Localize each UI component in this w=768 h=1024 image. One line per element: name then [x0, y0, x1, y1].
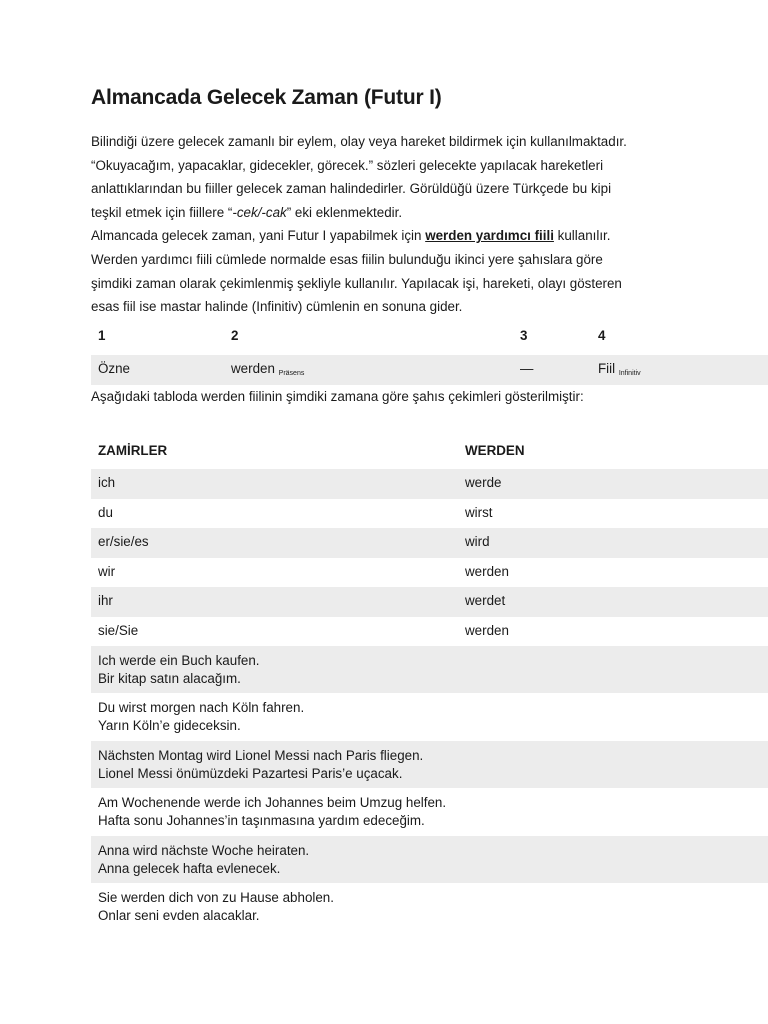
verb-form-cell: wirst [465, 504, 493, 520]
intro-text: teşkil etmek için fiillere “ [91, 204, 233, 220]
example-german: Nächsten Montag wird Lionel Messi nach Paris fliegen. [98, 747, 424, 763]
structure-cell-dash: — [520, 361, 534, 376]
conjugation-table [91, 437, 768, 647]
structure-cell-verb [598, 361, 641, 377]
table-row [91, 587, 768, 617]
table-row [91, 528, 768, 558]
structure-header-cell: 4 [598, 328, 606, 343]
infinitiv-subscript: Infinitiv [618, 370, 641, 377]
table-row [91, 499, 768, 529]
intro-line: Bilindiği üzere gelecek zamanlı bir eylem, olay veya hareket bildirmek için kullanılmaktadır. [91, 134, 627, 149]
structure-cell-werden [231, 361, 304, 377]
intro-line [91, 201, 691, 225]
example-row [91, 883, 768, 930]
suffix-emphasis: -cek/-cak [232, 204, 287, 220]
example-german: Sie werden dich von zu Hause abholen. [98, 889, 334, 905]
intro-line: Werden yardımcı fiili cümlede normalde esas fiilin bulunduğu ikinci yere şahıslara göre [91, 251, 603, 267]
conjugation-header-row [91, 437, 768, 469]
intro-line [91, 224, 691, 248]
example-turkish: Bir kitap satın alacağım. [98, 671, 241, 686]
pronoun-cell: ich [98, 475, 116, 490]
pronoun-cell: du [98, 504, 113, 520]
example-row [91, 836, 768, 883]
example-turkish: Lionel Messi önümüzdeki Pazartesi Paris’e uçacak. [98, 765, 403, 781]
structure-table [91, 322, 768, 385]
page-title: Almancada Gelecek Zaman (Futur I) [91, 86, 442, 109]
werden-text: werden [231, 361, 275, 376]
verb-form-cell: werden [465, 563, 509, 579]
table-row [91, 617, 768, 647]
example-turkish: Anna gelecek hafta evlenecek. [98, 860, 281, 876]
verb-form-cell: werdet [465, 593, 506, 609]
structure-header-row [91, 322, 768, 355]
example-german: Anna wird nächste Woche heiraten. [98, 842, 310, 858]
example-german: Du wirst morgen nach Köln fahren. [98, 700, 305, 716]
verb-form-cell: wird [465, 534, 490, 550]
intro-line: şimdiki zaman olarak çekimlenmiş şekliyle kullanılır. Yapılacak işi, hareketi, olayı gösteren [91, 275, 622, 291]
pronoun-cell: wir [98, 563, 116, 579]
example-turkish: Yarın Köln’e gideceksin. [98, 718, 241, 734]
example-row [91, 693, 768, 740]
verb-form-cell: werden [465, 622, 509, 638]
structure-header-cell: 3 [520, 328, 528, 343]
intro-text: Almancada gelecek zaman, yani Futur I yapabilmek için [91, 228, 426, 244]
example-row [91, 646, 768, 693]
pronoun-cell: er/sie/es [98, 534, 149, 550]
table-row [91, 558, 768, 588]
example-german: Am Wochenende werde ich Johannes beim Umzug helfen. [98, 795, 447, 811]
pronoun-cell: sie/Sie [98, 622, 139, 638]
examples-table [91, 646, 768, 930]
structure-header-cell: 1 [98, 328, 106, 343]
example-turkish: Hafta sonu Johannes’in taşınmasına yardım edeceğim. [98, 813, 425, 829]
example-row [91, 788, 768, 835]
intro-text: kullanılır. [553, 228, 611, 244]
pronoun-cell: ihr [98, 593, 113, 609]
verb-form-cell: werde [465, 475, 502, 490]
structure-row [91, 355, 768, 385]
table-intro-note: Aşağıdaki tabloda werden fiilinin şimdiki zamana göre şahıs çekimleri gösterilmiştir: [91, 389, 584, 404]
structure-header-cell: 2 [231, 328, 239, 343]
intro-line: anlattıklarından bu fiiller gelecek zaman halindedirler. Görüldüğü üzere Türkçede bu kipi [91, 181, 612, 197]
werden-header: WERDEN [465, 443, 525, 458]
example-row [91, 741, 768, 788]
intro-paragraph [91, 130, 691, 319]
prasens-subscript: Präsens [278, 370, 305, 377]
intro-line: “Okuyacağım, yapacaklar, gidecekler, görecek.” sözleri gelecekte yapılacak hareketleri [91, 157, 604, 173]
table-row [91, 469, 768, 499]
intro-text: ” eki eklenmektedir. [286, 204, 403, 220]
intro-line: esas fiil ise mastar halinde (Infinitiv) cümlenin en sonuna gider. [91, 299, 463, 315]
werden-emphasis: werden yardımcı fiili [425, 228, 554, 244]
example-turkish: Onlar seni evden alacaklar. [98, 907, 260, 923]
example-german: Ich werde ein Buch kaufen. [98, 653, 260, 668]
structure-cell-subject: Özne [98, 361, 131, 376]
pronoun-header: ZAMİRLER [98, 443, 168, 458]
fiil-text: Fiil [598, 361, 616, 376]
